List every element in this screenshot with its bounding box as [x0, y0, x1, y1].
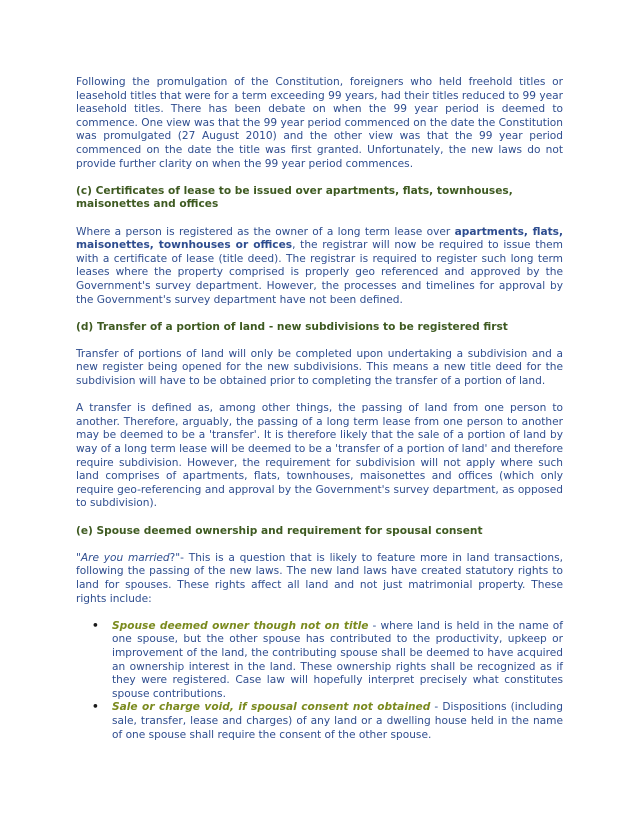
bullet-lead: Sale or charge void, if spousal consent not obtained — [112, 701, 431, 714]
section-d-paragraph-1: Transfer of portions of land will only be completed upon undertaking a subdivision and a new register being opened for the new subdivisions. This means a new title deed for the subdivision will have to be obtained prior to completing the transfer of a portion of land. — [76, 347, 563, 388]
bullet-text: - where land is held in the name of one spouse, but the other spouse has contributed to the productivity, upkeep or improvement of the land, the contributing spouse shall be deemed to have acquired an ownership interest in the land. These ownership rights shall be recognized as if they were registered. Case law will hopefully interpret precisely what constitutes spouse contributions. — [112, 619, 564, 700]
list-item — [76, 620, 563, 702]
bullet-text: - Dispositions (including sale, transfer, lease and charges) of any land or a dwelling house held in the name of one spouse shall require the consent of the other spouse. — [112, 701, 563, 741]
section-e-open-quote: " — [76, 551, 81, 564]
section-e-text: ?"- This is a question that is likely to feature more in land transactions, following the passing of the new laws. The new land laws have created statutory rights to land for spouses. These rights affect all land and not just matrimonial property. These rights include: — [76, 551, 564, 605]
spousal-rights-list — [76, 620, 563, 742]
bullet-icon: • — [92, 701, 99, 714]
bullet-lead: Spouse deemed owner though not on title — [112, 619, 369, 632]
section-c-paragraph — [76, 226, 563, 308]
section-c-text-end: , the registrar will now be required to issue them with a certificate of lease (title deed). The registrar is required to register such long term leases where the property comprised is properly geo referenced and approved by the Government's survey department. However, the processes and timelines for approval by the Government's survey department have not been defined. — [76, 239, 563, 306]
section-c-text-start: Where a person is registered as the owner of a long term lease over — [76, 225, 455, 238]
section-c-heading: (c) Certificates of lease to be issued over apartments, flats, townhouses, maisonettes and offices — [76, 184, 513, 211]
section-e-heading: (e) Spouse deemed ownership and requirement for spousal consent — [76, 524, 483, 537]
section-e-paragraph — [76, 552, 563, 606]
intro-paragraph: Following the promulgation of the Constitution, foreigners who held freehold titles or leasehold titles that were for a term exceeding 99 years, had their titles reduced to 99 year leasehold titles. There has been debate on when the 99 year period is deemed to commence. One view was that the 99 year period commenced on the date the Constitution was promulgated (27 August 2010) and the other view was that the 99 year period commenced on the date the title was first granted. Unfortunately, the new laws do not provide further clarity on when the 99 year period commences. — [76, 76, 563, 170]
section-e-question: Are you married — [80, 551, 170, 564]
bullet-icon: • — [92, 619, 99, 632]
section-c-property-types: apartments, flats, maisonettes, townhouses or offices — [76, 225, 564, 252]
document-page — [76, 76, 563, 742]
section-d-heading: (d) Transfer of a portion of land - new subdivisions to be registered first — [76, 320, 508, 333]
section-d-paragraph-2: A transfer is defined as, among other things, the passing of land from one person to another. Therefore, arguably, the passing of a long term lease from one person to another may be deemed to be a 'transfer'. It is therefore likely that the sale of a portion of land by way of a long term lease will be deemed to be a 'transfer of a portion of land' and therefore require subdivision. However, the requirement for subdivision will not apply where such land comprises of apartments, flats, townhouses, maisonettes and offices (which only require geo-referencing and approval by the Government's survey department, as opposed to subdivision). — [76, 402, 563, 510]
list-item — [76, 701, 563, 742]
